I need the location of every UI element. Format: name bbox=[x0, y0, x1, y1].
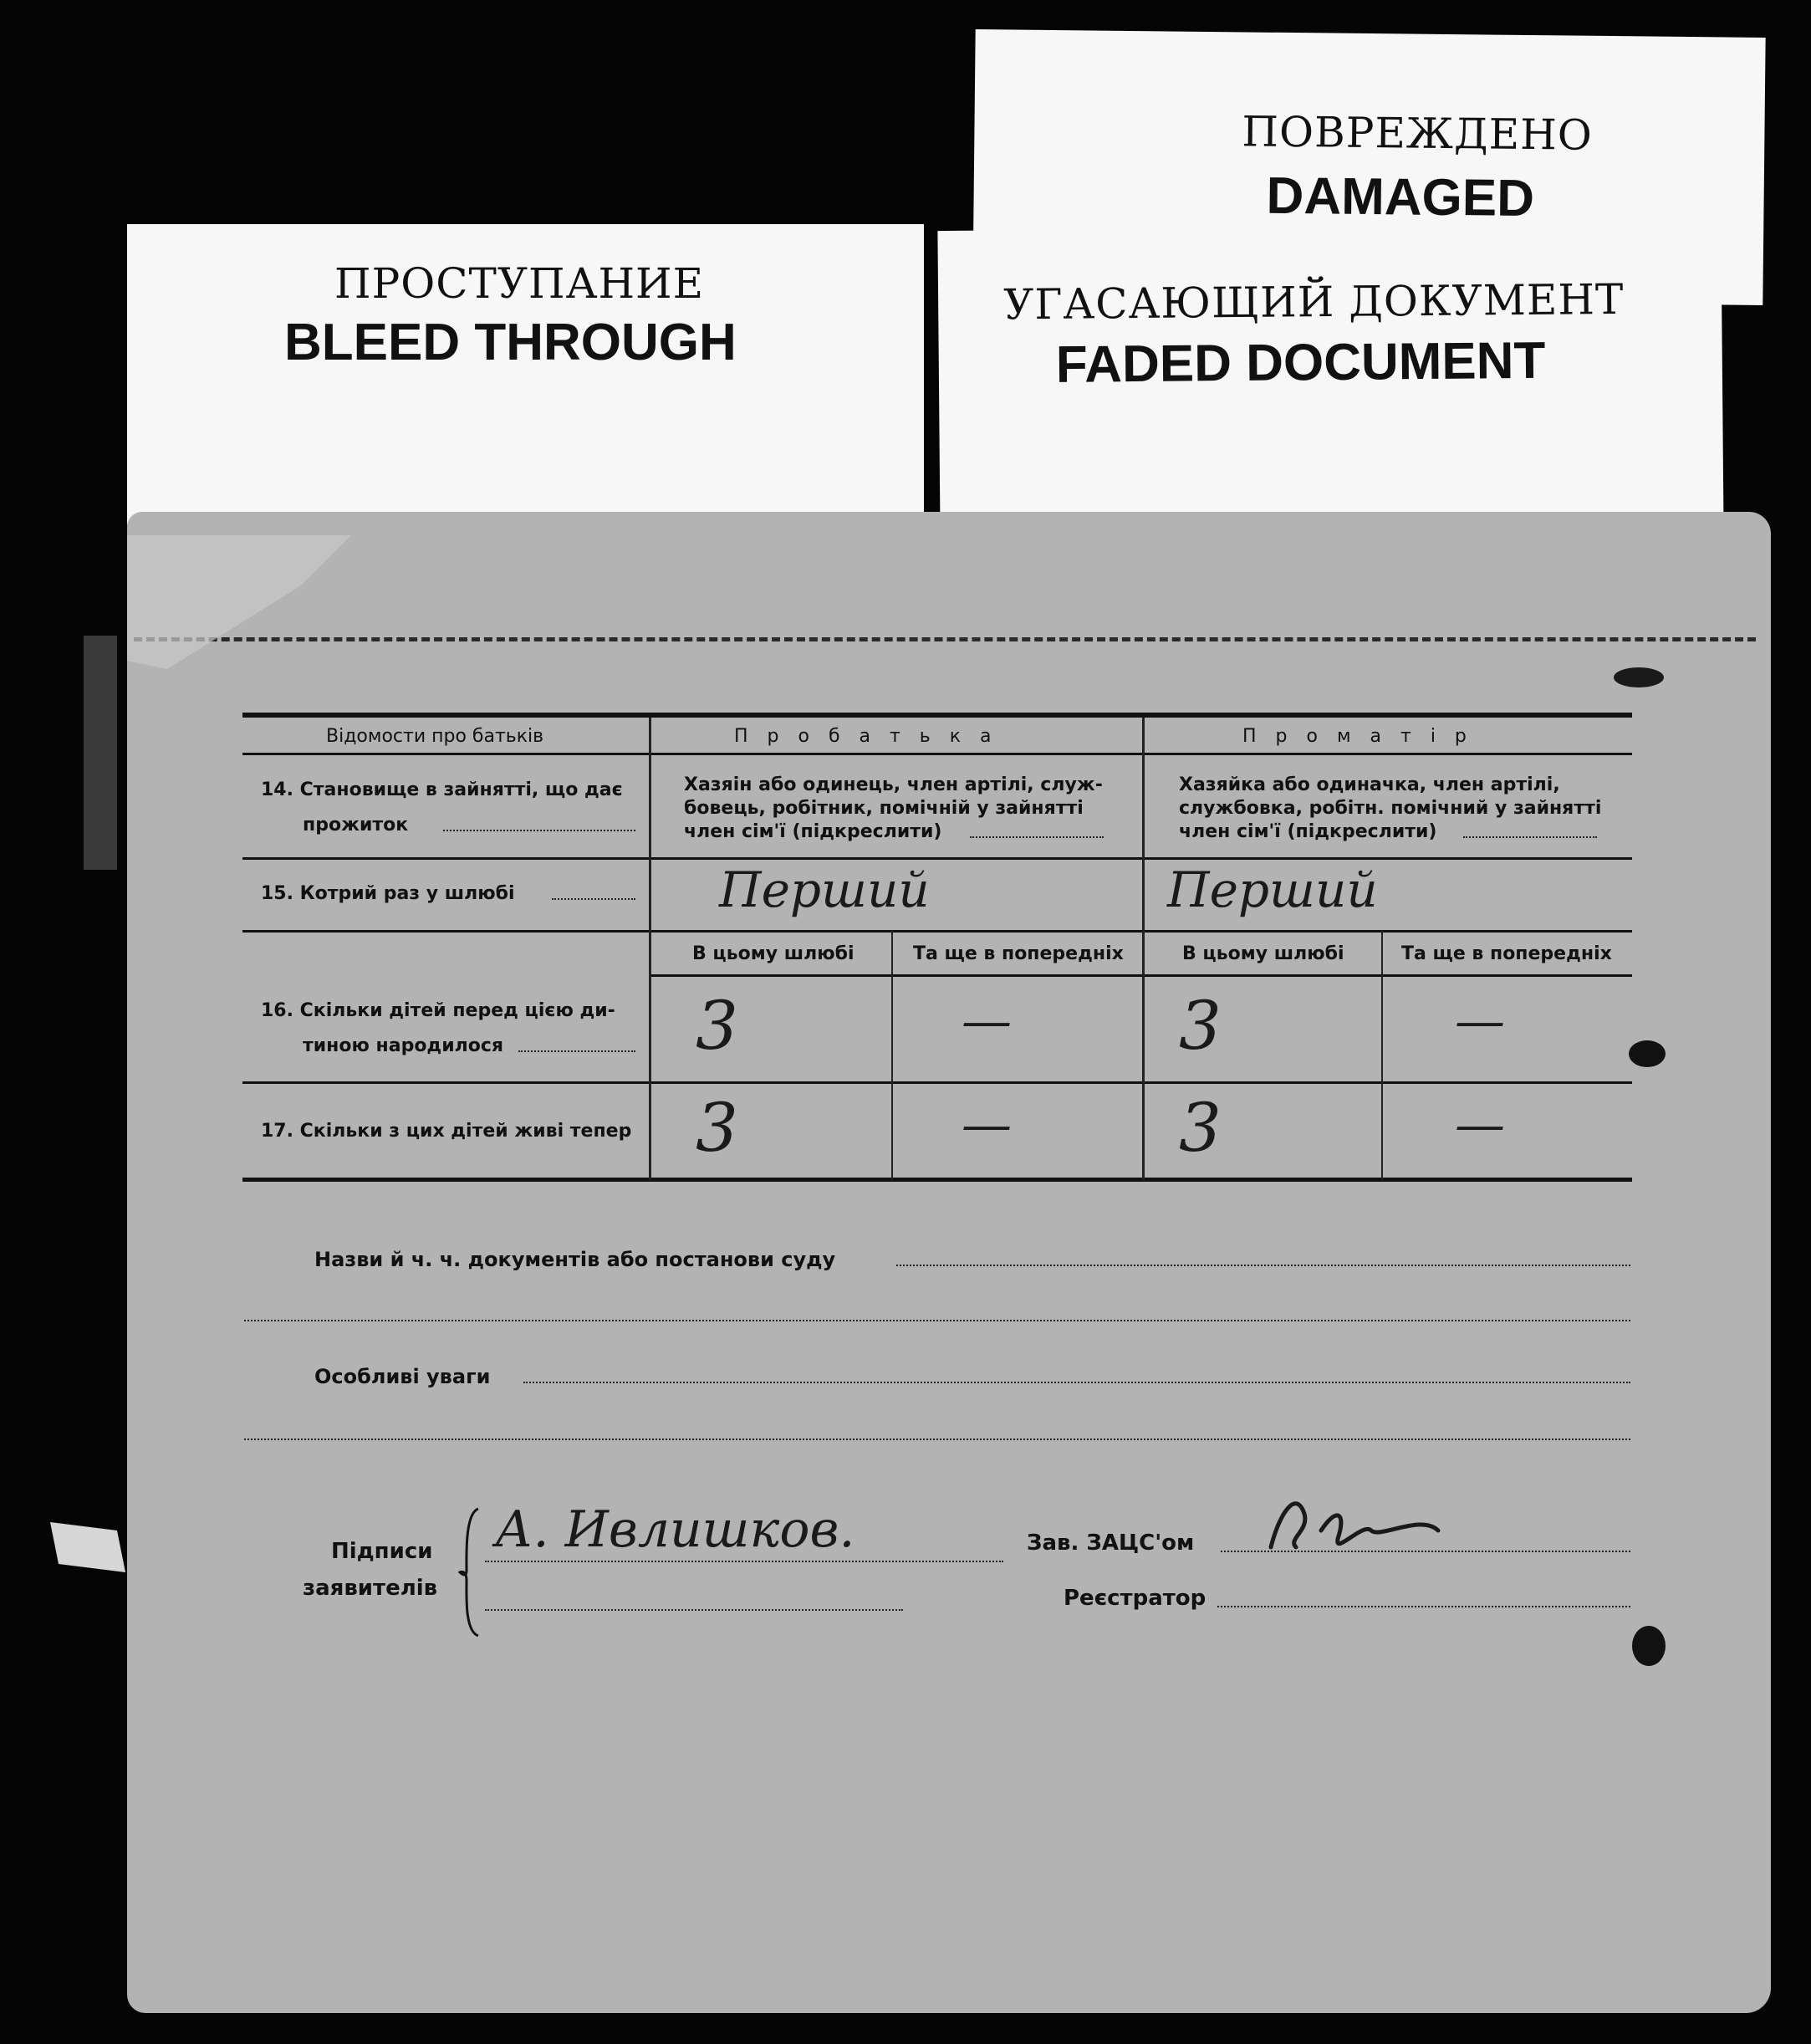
row14-rule bbox=[242, 857, 1632, 860]
row16-mother-this: 3 bbox=[1179, 987, 1222, 1065]
damaged-label-ru: ПОВРЕЖДЕНО bbox=[1242, 107, 1594, 160]
row16-mother-prev: — bbox=[1455, 992, 1505, 1050]
row16-label-line2: тиною народилося bbox=[303, 1035, 504, 1056]
col-divider-father-sub bbox=[891, 930, 893, 1180]
row16-label-line1: 16. Скільки дітей перед цією ди- bbox=[261, 1000, 615, 1021]
registrar-line bbox=[1217, 1606, 1630, 1607]
row17-mother-this: 3 bbox=[1179, 1089, 1222, 1167]
header-about-mother: П р о м а т і р bbox=[1242, 726, 1473, 747]
signatures-label-line1: Підписи bbox=[331, 1539, 433, 1564]
row15-father-value: Перший bbox=[719, 861, 930, 918]
table-bottom-rule bbox=[242, 1178, 1632, 1182]
row14-father-line1: Хазяін або одинець, член артілі, служ- bbox=[684, 774, 1103, 795]
applicant-signature-line1 bbox=[485, 1561, 1003, 1562]
row16-father-prev: — bbox=[962, 992, 1012, 1050]
applicant-signature: А. Ивлишков. bbox=[495, 1500, 855, 1559]
header-about-father: П р о б а т ь к а bbox=[734, 726, 998, 747]
subheader-mother-previous: Та ще в попередніх bbox=[1401, 943, 1612, 964]
documents-field-line1 bbox=[896, 1265, 1630, 1266]
row16-label-leader bbox=[518, 1050, 635, 1052]
header-parents-info: Відомости про батьків bbox=[326, 726, 544, 747]
head-of-registry-signature bbox=[1254, 1480, 1455, 1564]
special-notes-field-line2 bbox=[244, 1438, 1630, 1440]
damaged-label-en: DAMAGED bbox=[1266, 166, 1535, 228]
row15-label-leader bbox=[552, 898, 635, 900]
row14-mother-leader bbox=[1463, 836, 1597, 838]
row14-label-line1: 14. Становище в зайнятті, що дає bbox=[261, 779, 623, 800]
table-top-rule bbox=[242, 713, 1632, 718]
row14-mother-line3: член сім'ї (підкреслити) bbox=[1179, 821, 1437, 842]
signatures-label-line2: заявителів bbox=[303, 1576, 438, 1601]
col-divider-2 bbox=[1142, 718, 1145, 1180]
documents-field-line2 bbox=[244, 1320, 1630, 1321]
signatures-brace bbox=[458, 1505, 483, 1639]
row14-father-leader bbox=[970, 836, 1104, 838]
special-notes-label: Особливі уваги bbox=[314, 1365, 491, 1388]
row17-label: 17. Скільки з цих дітей живі тепер bbox=[261, 1121, 632, 1142]
documents-label: Назви й ч. ч. документів або постанови суду bbox=[314, 1248, 836, 1271]
bleed-through-label-en: BLEED THROUGH bbox=[284, 314, 737, 371]
row14-father-line3: член сім'ї (підкреслити) bbox=[684, 821, 942, 842]
row15-rule bbox=[242, 930, 1632, 933]
row16-father-this: 3 bbox=[696, 987, 738, 1065]
row17-father-this: 3 bbox=[696, 1089, 738, 1167]
col-divider-1 bbox=[649, 718, 651, 1180]
faded-label-ru: УГАСАЮЩИЙ ДОКУМЕНТ bbox=[1002, 274, 1625, 330]
head-of-registry-label: Зав. ЗАЦС'ом bbox=[1027, 1530, 1195, 1556]
registrar-label: Реєстратор bbox=[1064, 1586, 1206, 1611]
subheader-father-this-marriage: В цьому шлюбі bbox=[692, 943, 854, 964]
applicant-signature-line2 bbox=[485, 1609, 903, 1611]
row17-mother-prev: — bbox=[1455, 1096, 1505, 1154]
row14-label-leader bbox=[443, 830, 635, 831]
col-divider-mother-sub bbox=[1381, 930, 1383, 1180]
row17-father-prev: — bbox=[962, 1096, 1012, 1154]
row14-father-line2: бовець, робітник, помічній у зайнятті bbox=[684, 798, 1084, 819]
row15-mother-value: Перший bbox=[1167, 861, 1378, 918]
faded-label-en: FADED DOCUMENT bbox=[1055, 331, 1546, 394]
bleed-through-label-ru: ПРОСТУПАНИЕ bbox=[334, 259, 705, 308]
row14-mother-line1: Хазяйка або одиначка, член артілі, bbox=[1179, 774, 1560, 795]
row14-label-line2: прожиток bbox=[303, 815, 409, 835]
row15-label: 15. Котрий раз у шлюбі bbox=[261, 883, 515, 904]
header-rule bbox=[242, 753, 1632, 755]
row14-mother-line2: службовка, робітн. помічний у зайнятті bbox=[1179, 798, 1602, 819]
special-notes-field-line1 bbox=[523, 1382, 1630, 1383]
subheader-father-previous: Та ще в попередніх bbox=[913, 943, 1124, 964]
row16-rule bbox=[242, 1081, 1632, 1084]
subheader-mother-this-marriage: В цьому шлюбі bbox=[1182, 943, 1344, 964]
subheader-rule bbox=[650, 974, 1632, 977]
